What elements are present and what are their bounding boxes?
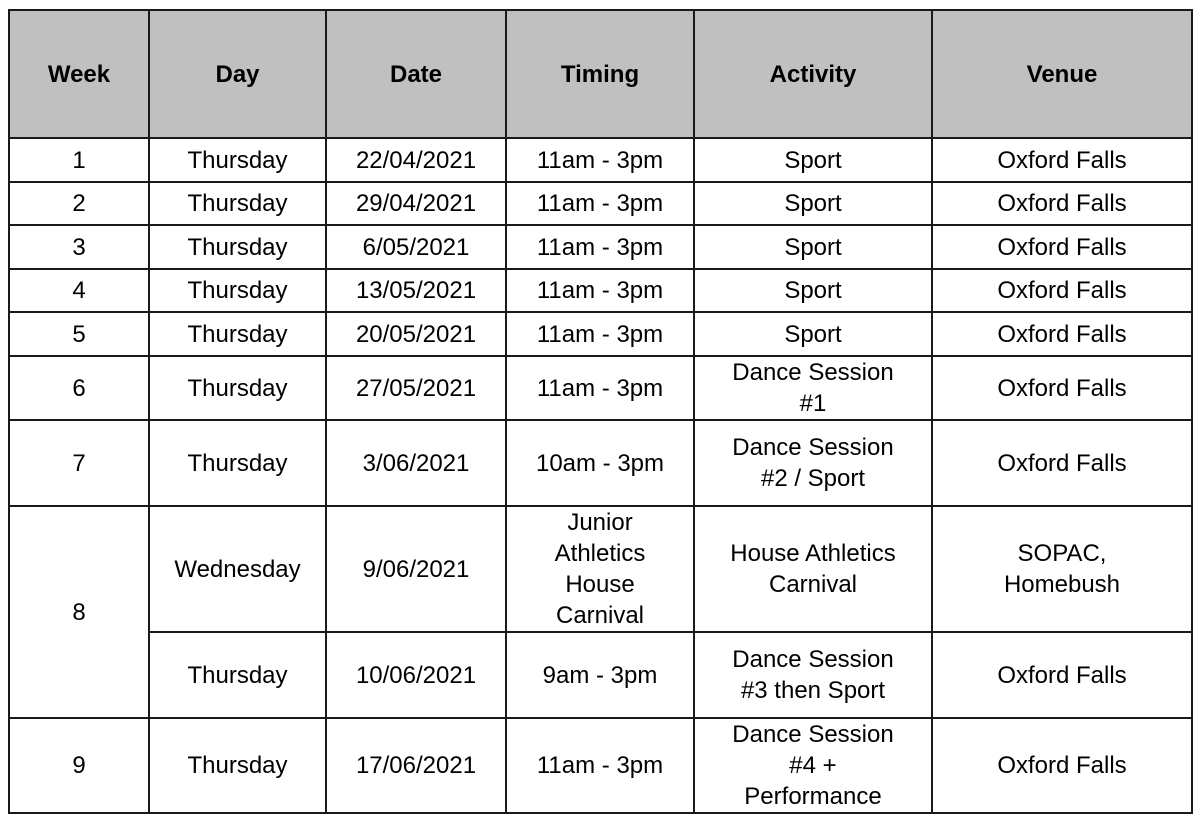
venue-cell: Oxford Falls [932, 718, 1192, 813]
venue-cell: Oxford Falls [932, 420, 1192, 506]
timing-cell: 11am - 3pm [506, 138, 694, 182]
day-cell: Thursday [149, 356, 326, 420]
header-date: Date [326, 10, 506, 138]
date-cell: 10/06/2021 [326, 632, 506, 718]
week-cell: 4 [9, 269, 149, 312]
date-cell: 9/06/2021 [326, 506, 506, 632]
date-cell: 27/05/2021 [326, 356, 506, 420]
timing-cell: Junior Athletics House Carnival [506, 506, 694, 632]
timing-cell: 11am - 3pm [506, 225, 694, 269]
table-row [9, 420, 1192, 506]
activity-cell: Dance Session #4 + Performance [694, 718, 932, 813]
date-cell: 13/05/2021 [326, 269, 506, 312]
day-cell: Thursday [149, 632, 326, 718]
day-cell: Thursday [149, 182, 326, 225]
venue-cell: Oxford Falls [932, 269, 1192, 312]
venue-cell: Oxford Falls [932, 182, 1192, 225]
header-row [9, 10, 1192, 138]
table-row [9, 312, 1192, 356]
activity-cell: Sport [694, 138, 932, 182]
timing-cell: 11am - 3pm [506, 312, 694, 356]
date-cell: 20/05/2021 [326, 312, 506, 356]
day-cell: Wednesday [149, 506, 326, 632]
activity-cell: Sport [694, 225, 932, 269]
week-cell: 2 [9, 182, 149, 225]
week-cell: 5 [9, 312, 149, 356]
week-cell: 8 [9, 506, 149, 718]
date-cell: 17/06/2021 [326, 718, 506, 813]
table-row [9, 269, 1192, 312]
header-activity: Activity [694, 10, 932, 138]
date-cell: 22/04/2021 [326, 138, 506, 182]
day-cell: Thursday [149, 225, 326, 269]
activity-cell: Sport [694, 269, 932, 312]
activity-cell: Dance Session #2 / Sport [694, 420, 932, 506]
header-timing: Timing [506, 10, 694, 138]
week-cell: 3 [9, 225, 149, 269]
venue-cell: Oxford Falls [932, 356, 1192, 420]
schedule-table [8, 9, 1193, 814]
day-cell: Thursday [149, 718, 326, 813]
week-cell: 7 [9, 420, 149, 506]
venue-cell: Oxford Falls [932, 312, 1192, 356]
header-day: Day [149, 10, 326, 138]
week-cell: 6 [9, 356, 149, 420]
activity-cell: Dance Session #1 [694, 356, 932, 420]
table-row [9, 632, 1192, 718]
header-venue: Venue [932, 10, 1192, 138]
table-row [9, 182, 1192, 225]
venue-cell: SOPAC, Homebush [932, 506, 1192, 632]
table-row [9, 138, 1192, 182]
timing-cell: 10am - 3pm [506, 420, 694, 506]
activity-cell: Sport [694, 312, 932, 356]
day-cell: Thursday [149, 269, 326, 312]
venue-cell: Oxford Falls [932, 632, 1192, 718]
table-row [9, 356, 1192, 420]
week-cell: 9 [9, 718, 149, 813]
timing-cell: 11am - 3pm [506, 718, 694, 813]
week-cell: 1 [9, 138, 149, 182]
venue-cell: Oxford Falls [932, 138, 1192, 182]
day-cell: Thursday [149, 420, 326, 506]
timing-cell: 11am - 3pm [506, 182, 694, 225]
timing-cell: 11am - 3pm [506, 269, 694, 312]
date-cell: 6/05/2021 [326, 225, 506, 269]
activity-cell: House Athletics Carnival [694, 506, 932, 632]
timing-cell: 9am - 3pm [506, 632, 694, 718]
day-cell: Thursday [149, 312, 326, 356]
table-row [9, 225, 1192, 269]
timing-cell: 11am - 3pm [506, 356, 694, 420]
day-cell: Thursday [149, 138, 326, 182]
header-week: Week [9, 10, 149, 138]
table-row [9, 718, 1192, 813]
activity-cell: Sport [694, 182, 932, 225]
venue-cell: Oxford Falls [932, 225, 1192, 269]
date-cell: 3/06/2021 [326, 420, 506, 506]
table-row [9, 506, 1192, 632]
activity-cell: Dance Session #3 then Sport [694, 632, 932, 718]
date-cell: 29/04/2021 [326, 182, 506, 225]
